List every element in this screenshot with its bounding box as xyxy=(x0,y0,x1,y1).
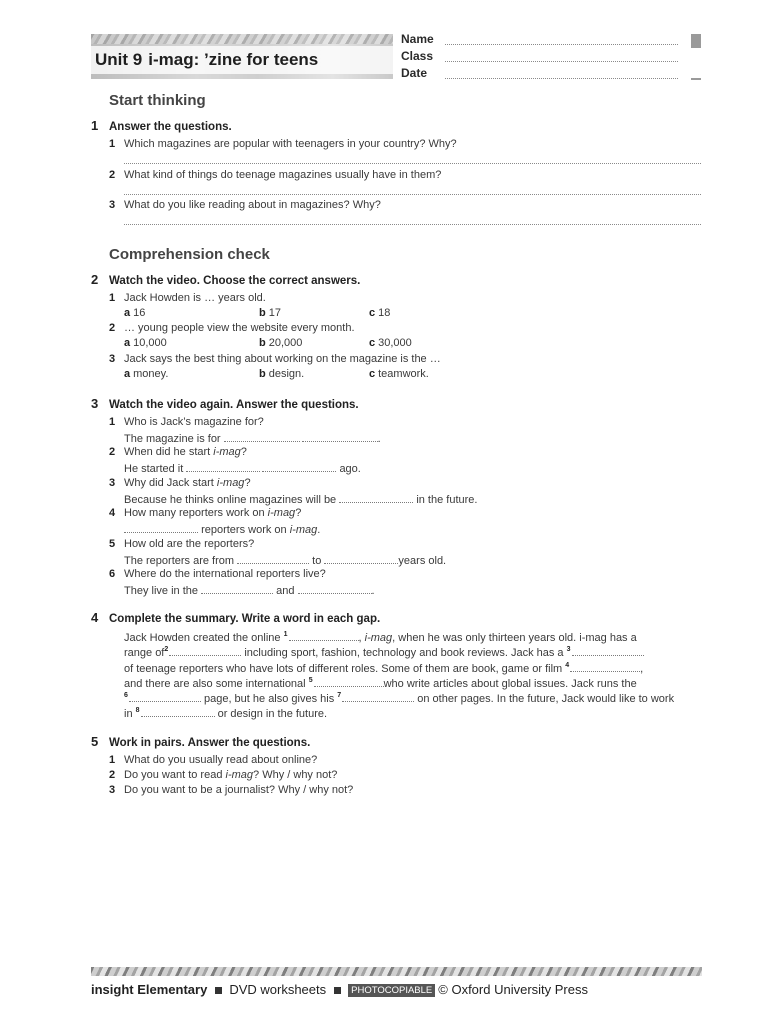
footer xyxy=(91,981,588,999)
answer-line[interactable] xyxy=(124,224,701,225)
answer-gap[interactable] xyxy=(224,430,300,442)
question-number: 2 xyxy=(109,769,116,781)
question-text: Where do the international reporters live? xyxy=(124,568,326,580)
square-bullet-icon xyxy=(215,987,222,994)
answer-line[interactable] xyxy=(124,194,701,195)
summary-text: Jack Howden created the online $^1$ , i-mag, when he was only thirteen years old. i-mag has a range $of^2$ including sport, fashion, technology and book reviews. Jack has a $^3$ of teenage reporters who have lots of different roles. Some of them are book, game or film $^4$ , and there are also some international $^5$ who write articles about global issues. Jack runs the $^6$ page, but he also gives his $^7$ on other pages. In the future, Jack would like to work in $^8$ or design in the future. xyxy=(124,631,675,721)
answer-gap[interactable] xyxy=(339,491,413,503)
answer-gap[interactable] xyxy=(201,582,273,594)
date-field[interactable] xyxy=(445,78,678,79)
answer-sentence: He started it ago. xyxy=(124,460,361,477)
name-label: Name xyxy=(401,32,434,46)
answer-gap[interactable] xyxy=(262,460,336,472)
exercise-5-number: 5 xyxy=(91,734,99,749)
question-number: 3 xyxy=(109,353,116,365)
summary-gap[interactable] xyxy=(570,660,640,672)
footer-banner xyxy=(91,967,702,976)
summary-gap[interactable] xyxy=(314,675,384,687)
question-text: What do you usually read about online? xyxy=(124,754,318,766)
answer-sentence: They live in the and . xyxy=(124,582,375,599)
question-text: … young people view the website every month. xyxy=(124,322,355,334)
exercise-2-instruction: Watch the video. Choose the correct answers. xyxy=(109,275,361,287)
question-text: Why did Jack start i-mag? xyxy=(124,477,251,489)
section-heading-comprehension: Comprehension check xyxy=(109,246,270,263)
photocopiable-badge: PHOTOCOPIABLE xyxy=(348,984,435,997)
question-number: 2 xyxy=(109,169,116,181)
option-a[interactable]: a 10,000 xyxy=(124,337,167,349)
summary-gap[interactable] xyxy=(342,690,414,702)
section-heading-start-thinking: Start thinking xyxy=(109,92,206,109)
option-c[interactable]: c 18 xyxy=(369,307,391,319)
exercise-5-instruction: Work in pairs. Answer the questions. xyxy=(109,737,311,749)
question-text: What do you like reading about in magazines? Why? xyxy=(124,199,381,211)
exercise-3-number: 3 xyxy=(91,396,99,411)
question-text: How old are the reporters? xyxy=(124,538,255,550)
question-number: 1 xyxy=(109,754,116,766)
name-field[interactable] xyxy=(445,44,678,45)
answer-gap[interactable] xyxy=(237,552,309,564)
summary-gap[interactable] xyxy=(141,705,215,717)
answer-sentence: Because he thinks online magazines will be in the future. xyxy=(124,491,477,508)
question-number: 1 xyxy=(109,416,116,428)
footer-worksheets: DVD worksheets xyxy=(229,982,327,997)
question-text: Who is Jack’s magazine for? xyxy=(124,416,264,428)
question-number: 6 xyxy=(109,568,116,580)
option-a[interactable]: a 16 xyxy=(124,307,146,319)
question-text: Jack Howden is … years old. xyxy=(124,292,266,304)
answer-sentence: The magazine is for . xyxy=(124,430,381,447)
option-c[interactable]: c 30,000 xyxy=(369,337,412,349)
answer-gap[interactable] xyxy=(324,552,398,564)
class-field[interactable] xyxy=(445,61,678,62)
question-text: Jack says the best thing about working on the magazine is the … xyxy=(124,353,441,365)
page-title xyxy=(95,48,318,72)
question-text: Which magazines are popular with teenagers in your country? Why? xyxy=(124,138,457,150)
answer-sentence: reporters work on i-mag. xyxy=(124,521,320,538)
exercise-4-instruction: Complete the summary. Write a word in each gap. xyxy=(109,613,381,625)
question-number: 5 xyxy=(109,538,116,550)
date-label: Date xyxy=(401,66,428,80)
summary-gap[interactable] xyxy=(129,690,201,702)
question-number: 2 xyxy=(109,446,116,458)
question-text: Do you want to be a journalist? Why / why not? xyxy=(124,784,354,796)
answer-line[interactable] xyxy=(124,163,701,164)
answer-gap[interactable] xyxy=(124,521,198,533)
square-bullet-icon xyxy=(334,987,341,994)
corner-rule xyxy=(691,78,701,80)
footer-copyright: © Oxford University Press xyxy=(438,982,588,997)
answer-gap[interactable] xyxy=(302,430,378,442)
answer-gap[interactable] xyxy=(186,460,260,472)
option-b[interactable]: b 17 xyxy=(259,307,281,319)
question-text: How many reporters work on i-mag? xyxy=(124,507,302,519)
question-number: 2 xyxy=(109,322,116,334)
answer-sentence: The reporters are from to years old. xyxy=(124,552,446,569)
exercise-4-number: 4 xyxy=(91,610,99,625)
summary-gap[interactable] xyxy=(289,629,359,641)
question-number: 1 xyxy=(109,138,116,150)
corner-marker xyxy=(691,34,701,48)
question-number: 3 xyxy=(109,199,116,211)
unit-title-text: i-mag: ’zine for teens xyxy=(148,50,319,69)
question-text: When did he start i-mag? xyxy=(124,446,247,458)
option-a[interactable]: a money. xyxy=(124,368,169,380)
question-text: What kind of things do teenage magazines usually have in them? xyxy=(124,169,442,181)
summary-gap[interactable] xyxy=(572,644,644,656)
option-b[interactable]: b design. xyxy=(259,368,305,380)
exercise-1-number: 1 xyxy=(91,118,99,133)
unit-number: Unit 9 xyxy=(95,50,143,69)
exercise-2-number: 2 xyxy=(91,272,99,287)
option-c[interactable]: c teamwork. xyxy=(369,368,429,380)
question-number: 3 xyxy=(109,477,116,489)
question-number: 1 xyxy=(109,292,116,304)
exercise-1-instruction: Answer the questions. xyxy=(109,121,232,133)
footer-brand: insight Elementary xyxy=(91,982,208,997)
option-b[interactable]: b 20,000 xyxy=(259,337,303,349)
exercise-3-instruction: Watch the video again. Answer the questions. xyxy=(109,399,359,411)
summary-gap[interactable] xyxy=(169,644,241,656)
answer-gap[interactable] xyxy=(298,582,372,594)
class-label: Class xyxy=(401,49,434,63)
question-number: 4 xyxy=(109,507,116,519)
question-text: Do you want to read i-mag? Why / why not? xyxy=(124,769,338,781)
question-number: 3 xyxy=(109,784,116,796)
